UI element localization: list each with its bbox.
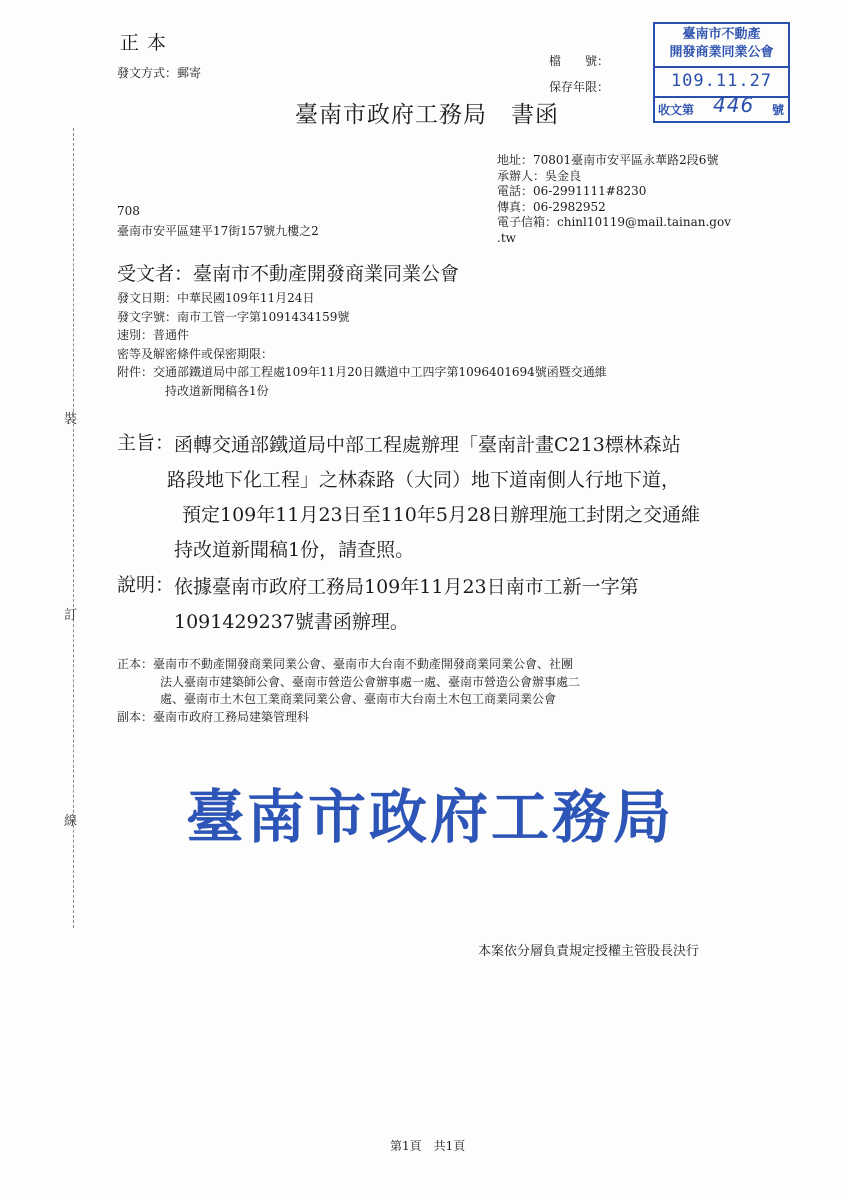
stamp-received-number: 446 (713, 93, 755, 117)
binding-mark-order: 訂 (64, 608, 78, 623)
subject-line: 函轉交通部鐵道局中部工程處辦理「臺南計畫C213標林森站 (174, 434, 681, 456)
recipient-address: 臺南市安平區建平17街157號九樓之2 (117, 224, 319, 238)
attachment: 附件：交通部鐵道局中部工程處109年11月20日鐵道中工四字第1096401694號函暨交通維 (117, 365, 607, 379)
explanation-line: 1091429237號書函辦理。 (174, 611, 409, 633)
binding-mark-bind: 裝 (64, 412, 78, 427)
received-stamp (653, 22, 790, 123)
stamp-receipt (655, 93, 788, 122)
speed: 速別：普通件 (117, 328, 190, 342)
sender-fax: 傳真：06-2982952 (497, 199, 606, 214)
subject-line: 路段地下化工程」之林森路（大同）地下道南側人行地下道， (167, 469, 681, 491)
distribution-block (117, 656, 580, 726)
distribution-original: 正本：臺南市不動產開發商業同業公會、臺南市大台南不動產開發商業同業公會、社團 (117, 657, 574, 671)
recipient-postal-code: 708 (117, 204, 140, 218)
sender-address: 地址：70801臺南市安平區永華路2段6號 (497, 153, 719, 167)
meta-block (117, 289, 607, 400)
sender-handler: 承辦人：吳金良 (497, 168, 582, 183)
stamp-number-suffix: 號 (771, 103, 784, 117)
recipient: 受文者：臺南市不動產開發商業同業公會 (117, 263, 460, 285)
distribution-original-cont: 處、臺南市土木包工業商業同業公會、臺南市大台南土木包工商業同業公會 (160, 692, 557, 706)
stamp-org-line1: 臺南市不動產 (682, 27, 761, 42)
doc-number: 發文字號：南市工管一字第1091434159號 (117, 309, 350, 324)
subject-line: 持改道新聞稿1份，請查照。 (174, 539, 415, 561)
stamp-org-line2: 開發商業同業公會 (669, 45, 774, 60)
retention-label: 保存年限： (549, 80, 610, 94)
binding-dashed-line (73, 128, 74, 928)
attachment-cont: 持改道新聞稿各1份 (165, 383, 269, 398)
stamp-date: 109.11.27 (655, 66, 788, 98)
issue-date: 發文日期：中華民國109年11月24日 (117, 291, 315, 305)
subject-line: 預定109年11月23日至110年5月28日辦理施工封閉之交通維 (182, 504, 701, 526)
subject-label: 主旨： (117, 432, 175, 454)
page-number: 第1頁 共1頁 (390, 1139, 466, 1153)
distribution-copy: 副本：臺南市政府工務局建築管理科 (117, 709, 310, 724)
sender-phone: 電話：06-2991111#8230 (497, 184, 647, 198)
explanation-line: 依據臺南市政府工務局109年11月23日南市工新一字第 (174, 576, 639, 598)
sender-block (497, 153, 731, 246)
subject-body (167, 428, 701, 568)
distribution-original-cont: 法人臺南市建築師公會、臺南市營造公會辦事處一處、臺南市營造公會辦事處二 (160, 674, 581, 689)
file-no-label: 檔 號： (549, 54, 610, 68)
stamp-org (655, 24, 788, 68)
sender-email-cont: .tw (497, 230, 516, 245)
explanation-label: 說明： (117, 574, 175, 596)
stamp-received-label: 收文第 (658, 103, 695, 117)
delivery-method: 發文方式：郵寄 (117, 66, 202, 80)
sender-email: 電子信箱：chinl10119@mail.tainan.gov (497, 215, 731, 229)
official-seal: 臺南市政府工務局 (186, 783, 675, 851)
binding-mark-line: 線 (64, 814, 78, 829)
authorization-note: 本案依分層負責規定授權主管股長決行 (478, 944, 700, 959)
explanation-body (174, 570, 639, 640)
document-title: 臺南市政府工務局 書函 (295, 102, 559, 128)
security-level: 密等及解密條件或保密期限： (117, 346, 274, 361)
copy-type: 正 本 (120, 32, 168, 54)
